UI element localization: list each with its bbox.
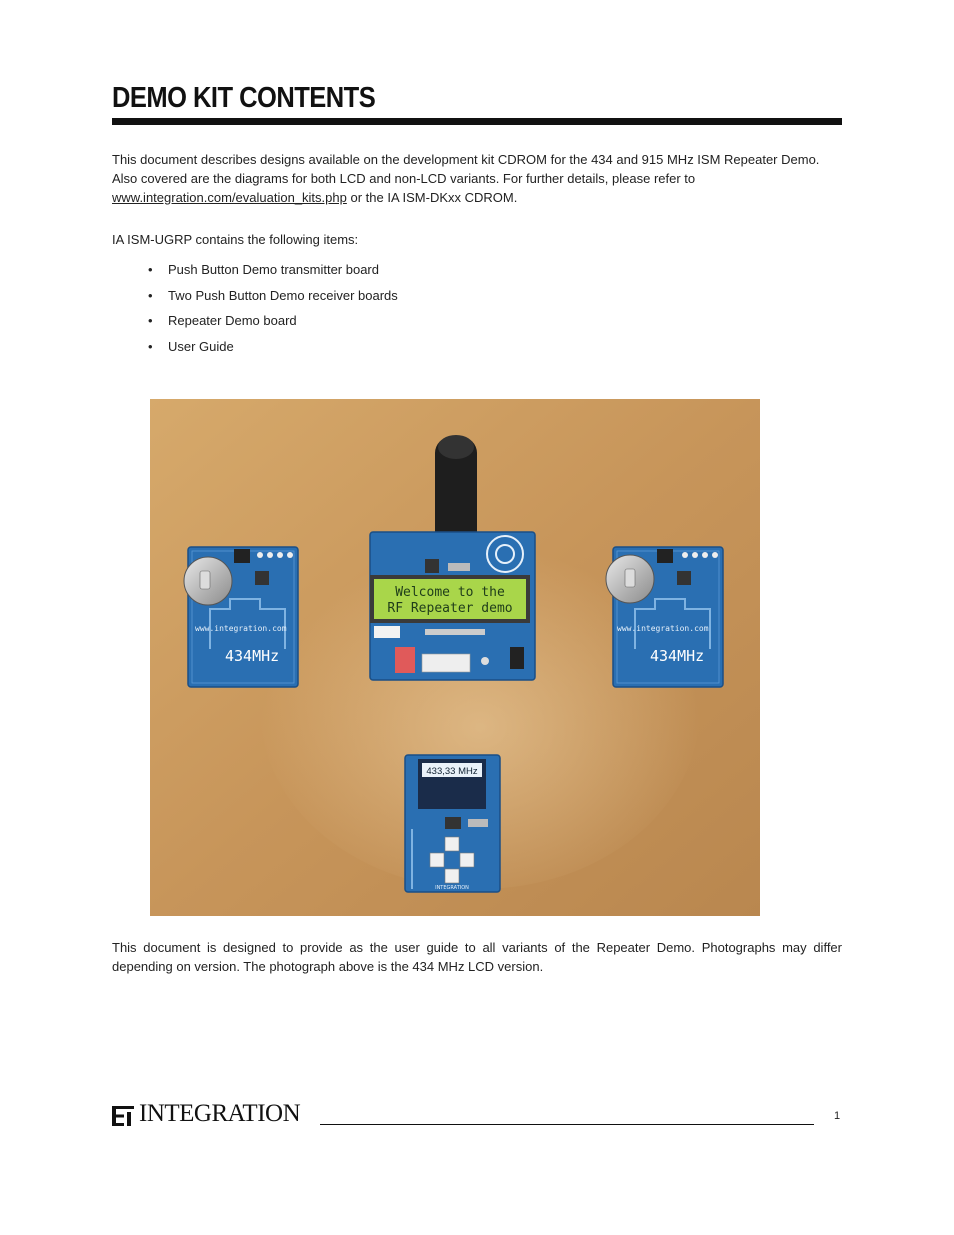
page-number: 1 (834, 1110, 841, 1122)
bullet: • (148, 262, 153, 277)
transmitter-board (405, 755, 500, 892)
list-item: • Repeater Demo board (148, 313, 297, 328)
small-board-brand: INTEGRATION (435, 885, 469, 891)
intro-paragraph (112, 150, 842, 207)
left-receiver-board (184, 547, 298, 687)
integration-logo-icon (112, 1106, 134, 1126)
bullet: • (148, 287, 153, 303)
page-title: DEMO KIT CONTENTS (112, 82, 376, 114)
right-receiver-board (606, 547, 723, 687)
list-intro: IA ISM-UGRP contains the following items: (112, 232, 359, 247)
logo-wordmark: INTEGRATION (139, 1100, 301, 1127)
intro-text-end: or the IA ISM-DKxx CDROM. (346, 190, 518, 205)
right-board-url: www.integration.com (617, 624, 709, 633)
title-underline (112, 118, 842, 125)
bullet: • (148, 313, 153, 328)
list-item: • User Guide (148, 338, 234, 354)
list-item: • Two Push Button Demo receiver boards (148, 287, 398, 303)
list-item: • Push Button Demo transmitter board (148, 262, 379, 277)
lcd-line-1: Welcome to the (395, 585, 505, 600)
lcd-line-2: RF Repeater demo (387, 601, 513, 616)
left-board-url: www.integration.com (195, 624, 287, 633)
small-lcd-text: 433,33 MHz (426, 766, 478, 777)
intro-text: This document describes designs available on the development kit CDROM for the 434 and 915 MHz ISM Repeater Demo. Also covered are the diagrams for both LCD and non-LCD variants. For further details, please refer to (112, 152, 820, 186)
closing-paragraph: This document is designed to provide as the user guide to all variants of the Repeater Demo. Photographs may differ depending on version. The photograph above is the 434 MHz LCD version. (112, 940, 842, 974)
footer-logo (112, 1102, 300, 1126)
evaluation-kits-link[interactable]: www.integration.com/evaluation_kits.php (112, 190, 347, 205)
kit-items-list (148, 260, 398, 362)
footer-rule (320, 1124, 814, 1125)
demo-kit-photo (150, 399, 760, 916)
bullet: • (148, 338, 153, 354)
left-board-freq: 434MHz (225, 647, 280, 665)
right-board-freq: 434MHz (650, 647, 705, 665)
